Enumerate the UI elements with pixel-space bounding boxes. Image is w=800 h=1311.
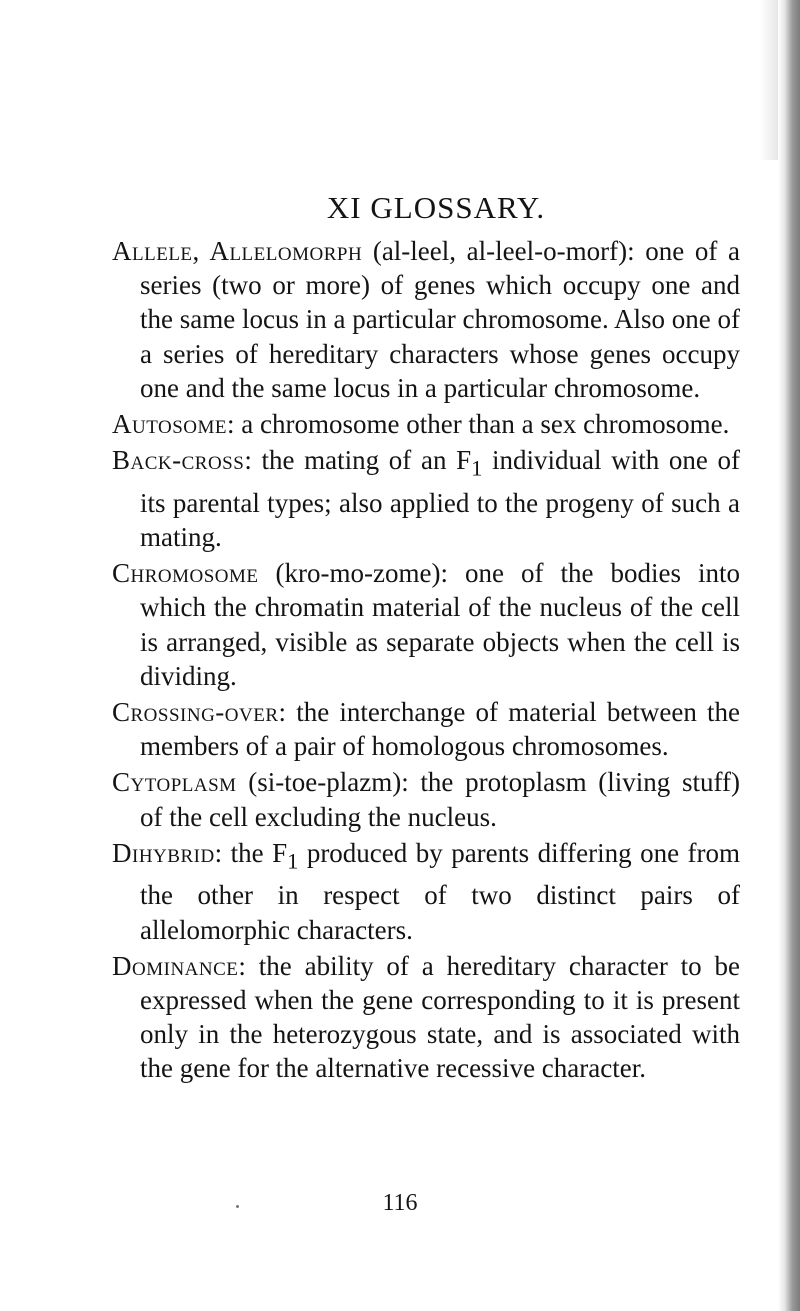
subscript: 1 <box>471 455 483 481</box>
chapter-title: XI GLOSSARY. <box>326 190 546 225</box>
glossary-entry-dihybrid <box>112 836 740 947</box>
glossary-entry-cytoplasm <box>112 765 740 833</box>
glossary-entry-allele <box>112 234 740 405</box>
glossary-definition: : the interchange of material between the members of a pair of homologous chromosomes. <box>140 697 740 762</box>
glossary-definition-continued: produced by parents differing one from the other in respect of two distinct pairs of allelomorphic characters. <box>140 837 740 945</box>
glossary-definition: : a chromosome other than a sex chromosome. <box>227 409 730 440</box>
page-edge-shadow <box>778 0 800 1311</box>
glossary-definition: : the mating of an F <box>244 445 472 476</box>
glossary-definition: (al-leel, al-leel-o-morf): one of a series (two or more) of genes which occupy one and the same locus in a particular chromosome. Also one of a series of hereditary characters whose genes occupy one and the same locus in a particular chromosome. <box>140 236 740 403</box>
glossary-definition: : the F <box>214 837 288 868</box>
glossary-term: Allele, Allelomorph <box>112 236 363 266</box>
glossary-definition: (si-toe-plazm): the protoplasm (living stuff) of the cell excluding the nucleus. <box>140 767 740 832</box>
glossary-definition-continued: individual with one of its parental types; also applied to the progeny of such a mating. <box>140 445 741 553</box>
glossary-entry-chromosome <box>112 556 740 693</box>
glossary-term: Dihybrid <box>112 837 215 868</box>
glossary-term: Crossing-over <box>112 697 279 728</box>
glossary-term: Back-cross <box>112 445 245 476</box>
glossary-term: Autosome <box>112 409 227 440</box>
glossary-definition: (kro-mo-zome): one of the bodies into which the chromatin material of the nucleus of the cell is arranged, visible as separate objects when the cell is dividing. <box>140 558 740 691</box>
glossary-term: Chromosome <box>112 558 259 589</box>
glossary-entry-autosome <box>112 407 740 441</box>
glossary-entry-dominance <box>112 949 740 1086</box>
subscript: 1 <box>287 848 299 874</box>
glossary-definition: : the ability of a hereditary character to be expressed when the gene corresponding to it is present only in the heterozygous state, and is associated with the gene for the alternative recessive character. <box>140 950 740 1084</box>
page-number: 116 <box>382 1190 418 1216</box>
glossary-page <box>112 190 740 1088</box>
glossary-term: Dominance <box>112 950 239 981</box>
glossary-entry-crossing-over <box>112 695 740 763</box>
glossary-entry-back-cross <box>112 443 740 554</box>
glossary-term: Cytoplasm <box>112 767 237 798</box>
